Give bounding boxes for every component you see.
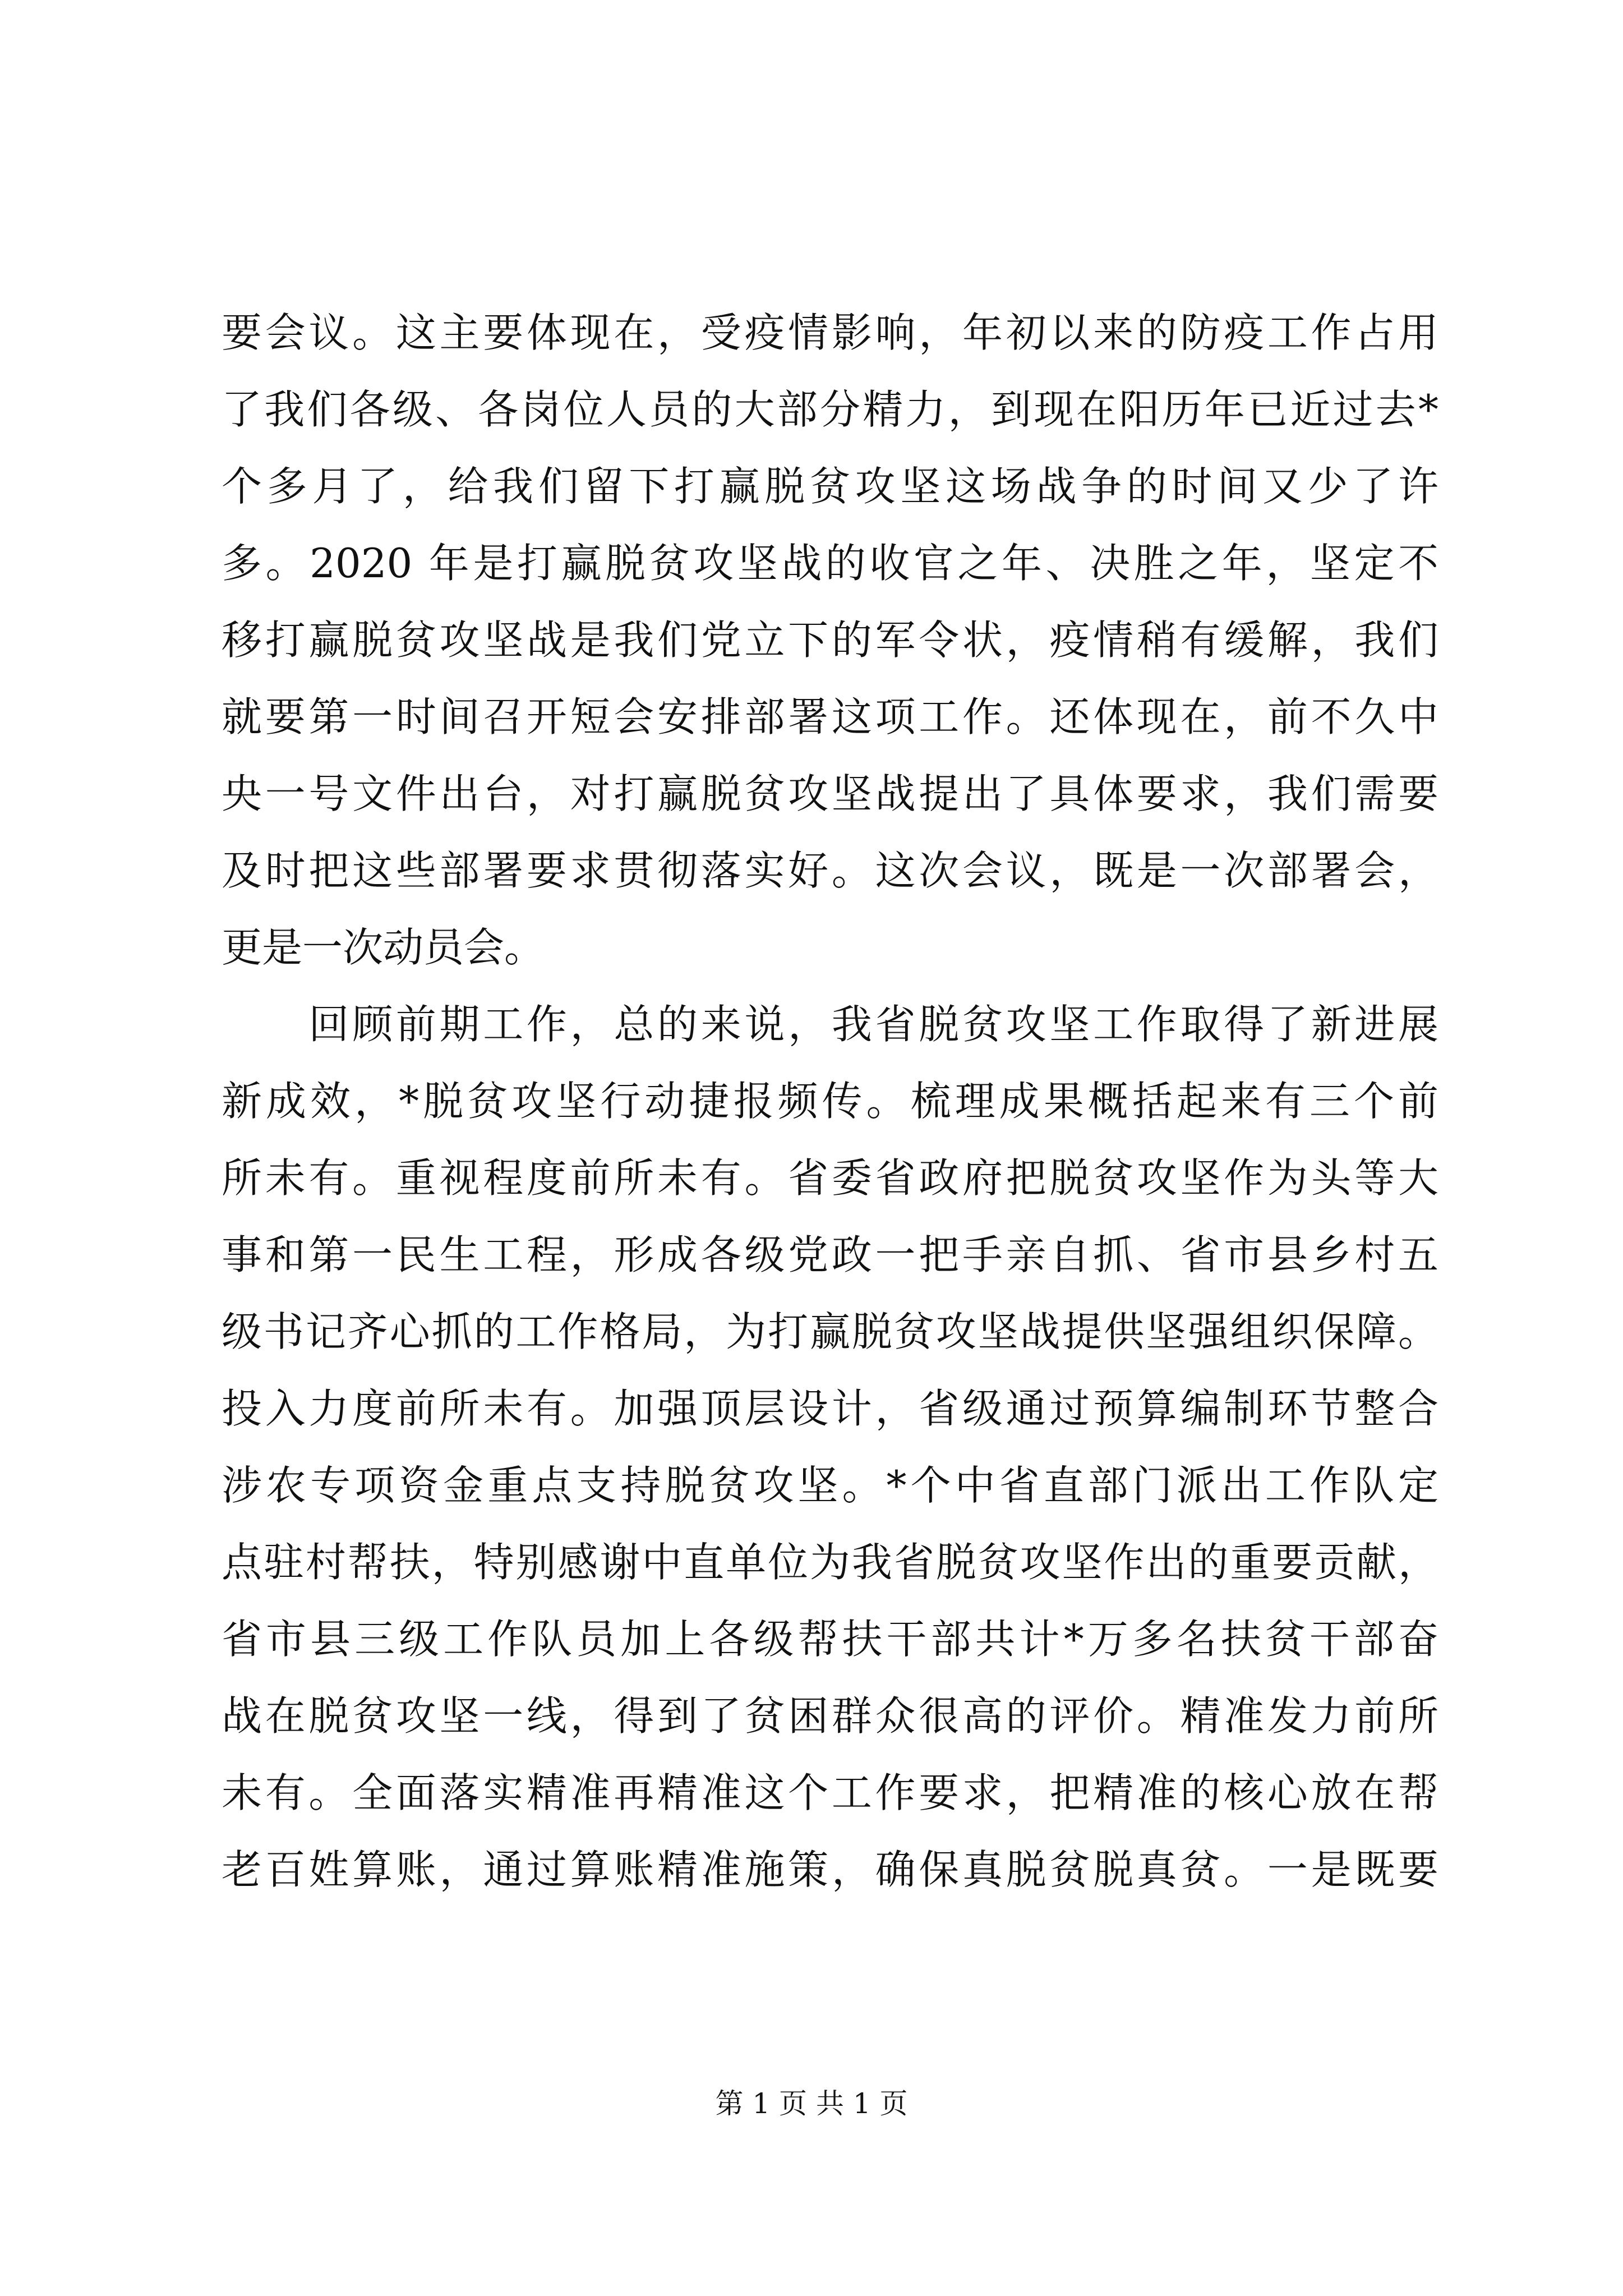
text-line: 战在脱贫攻坚一线，得到了贫困群众很高的评价。精准发力前所	[222, 1692, 1438, 1740]
paragraph-1	[222, 295, 1438, 986]
text-line: 了我们各级、各岗位人员的大部分精力，到现在阳历年已近过去*	[222, 386, 1438, 433]
text-line: 涉农专项资金重点支持脱贫攻坚。*个中省直部门派出工作队定	[222, 1462, 1438, 1509]
text-line: 所未有。重视程度前所未有。省委省政府把脱贫攻坚作为头等大	[222, 1154, 1438, 1202]
paragraph-2	[222, 986, 1438, 1908]
text-line: 老百姓算账，通过算账精准施策，确保真脱贫脱真贫。一是既要	[222, 1846, 1438, 1893]
text-line: 省市县三级工作队员加上各级帮扶干部共计*万多名扶贫干部奋	[222, 1616, 1438, 1663]
text-line: 回顾前期工作，总的来说，我省脱贫攻坚工作取得了新进展	[222, 1001, 1438, 1048]
text-line: 就要第一时间召开短会安排部署这项工作。还体现在，前不久中	[222, 693, 1438, 740]
text-line: 新成效，*脱贫攻坚行动捷报频传。梳理成果概括起来有三个前	[222, 1078, 1438, 1125]
text-line: 级书记齐心抓的工作格局，为打赢脱贫攻坚战提供坚强组织保障。	[222, 1308, 1438, 1355]
text-line: 未有。全面落实精准再精准这个工作要求，把精准的核心放在帮	[222, 1769, 1438, 1816]
text-line: 及时把这些部署要求贯彻落实好。这次会议，既是一次部署会，	[222, 847, 1438, 894]
text-line: 多。2020 年是打赢脱贫攻坚战的收官之年、决胜之年，坚定不	[222, 540, 1438, 587]
text-line: 更是一次动员会。	[222, 924, 545, 971]
text-line: 央一号文件出台，对打赢脱贫攻坚战提出了具体要求，我们需要	[222, 770, 1438, 817]
body-text	[222, 295, 1438, 1908]
text-line: 点驻村帮扶，特别感谢中直单位为我省脱贫攻坚作出的重要贡献，	[222, 1539, 1438, 1586]
text-line: 投入力度前所未有。加强顶层设计，省级通过预算编制环节整合	[222, 1385, 1438, 1432]
text-line: 事和第一民生工程，形成各级党政一把手亲自抓、省市县乡村五	[222, 1231, 1438, 1278]
text-line: 个多月了，给我们留下打赢脱贫攻坚这场战争的时间又少了许	[222, 463, 1438, 510]
page-number-footer: 第 1 页 共 1 页	[715, 2087, 908, 2120]
text-line: 要会议。这主要体现在，受疫情影响，年初以来的防疫工作占用	[222, 309, 1438, 356]
text-line: 移打赢脱贫攻坚战是我们党立下的军令状，疫情稍有缓解，我们	[222, 616, 1438, 664]
